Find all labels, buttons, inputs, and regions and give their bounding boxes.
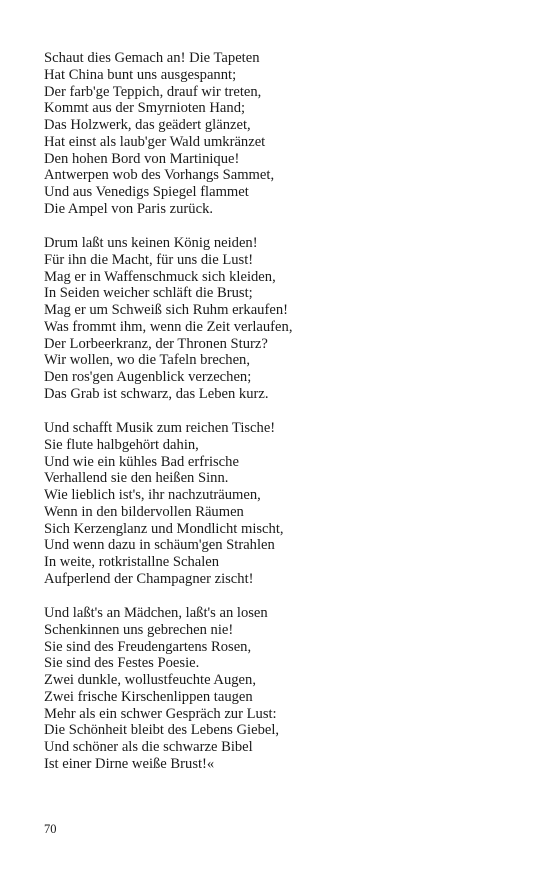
poem-line: Aufperlend der Champagner zischt! [44,570,254,587]
poem-line: Drum laßt uns keinen König neiden! [44,235,258,251]
poem-line: Der farb'ge Teppich, drauf wir treten, [44,83,262,100]
poem-line: Schenkinnen uns gebrechen nie! [44,621,234,638]
poem-line: Antwerpen wob des Vorhangs Sammet, [44,167,275,184]
poem-line: Wenn in den bildervollen Räumen [44,503,244,520]
poem-line: Den hohen Bord von Martinique! [44,150,240,167]
poem-line: Was frommt ihm, wenn die Zeit verlaufen, [44,318,293,335]
poem-line: Wie lieblich ist's, ihr nachzuträumen, [44,487,261,503]
poem-line: Für ihn die Macht, für uns die Lust! [44,251,254,268]
poem-line: Sie sind des Freudengartens Rosen, [44,638,252,655]
poem-line: Und laßt's an Mädchen, laßt's an losen [44,605,268,621]
poem-line: Mehr als ein schwer Gespräch zur Lust: [44,705,277,722]
poem-line: Hat einst als laub'ger Wald umkränzet [44,133,266,150]
stanza-2 [44,235,524,403]
stanza-4 [44,605,524,773]
poem-line: Und schafft Musik zum reichen Tische! [44,420,276,436]
poem-line: Wir wollen, wo die Tafeln brechen, [44,352,251,369]
poem-line: Das Grab ist schwarz, das Leben kurz. [44,385,269,402]
poem-line: Verhallend sie den heißen Sinn. [44,470,229,487]
poem-line: Sie sind des Festes Poesie. [44,655,200,672]
poem-line: Und schöner als die schwarze Bibel [44,739,253,755]
page-number: 70 [44,822,57,836]
poem-line: Zwei dunkle, wollustfeuchte Augen, [44,672,256,688]
poem-line: Kommt aus der Smyrnioten Hand; [44,100,246,117]
poem-line: Ist einer Dirne weiße Brust!« [44,755,215,772]
poem-line: Und wie ein kühles Bad erfrische [44,453,239,470]
stanza-1 [44,50,524,218]
poem-line: In weite, rotkristallne Schalen [44,554,220,570]
poem-line: Der Lorbeerkranz, der Thronen Sturz? [44,335,268,352]
poem-line: Die Schönheit bleibt des Lebens Giebel, [44,722,280,739]
poem-line: Den ros'gen Augenblick verzechen; [44,369,252,385]
stanza-3 [44,420,524,588]
poem-line: Sie flute halbgehört dahin, [44,436,199,453]
poem-line: Mag er in Waffenschmuck sich kleiden, [44,268,276,285]
poem-line: Und aus Venedigs Spiegel flammet [44,184,249,200]
poem-line: Zwei frische Kirschenlippen taugen [44,688,253,705]
poem-text [44,50,524,790]
poem-line: In Seiden weicher schläft die Brust; [44,285,253,302]
poem-line: Hat China bunt uns ausgespannt; [44,66,237,83]
poem-line: Schaut dies Gemach an! Die Tapeten [44,50,260,66]
poem-line: Mag er um Schweiß sich Ruhm erkaufen! [44,302,288,318]
poem-line: Und wenn dazu in schäum'gen Strahlen [44,537,275,554]
poem-line: Das Holzwerk, das geädert glänzet, [44,117,251,133]
poem-line: Die Ampel von Paris zurück. [44,200,214,217]
poem-line: Sich Kerzenglanz und Mondlicht mischt, [44,520,284,537]
